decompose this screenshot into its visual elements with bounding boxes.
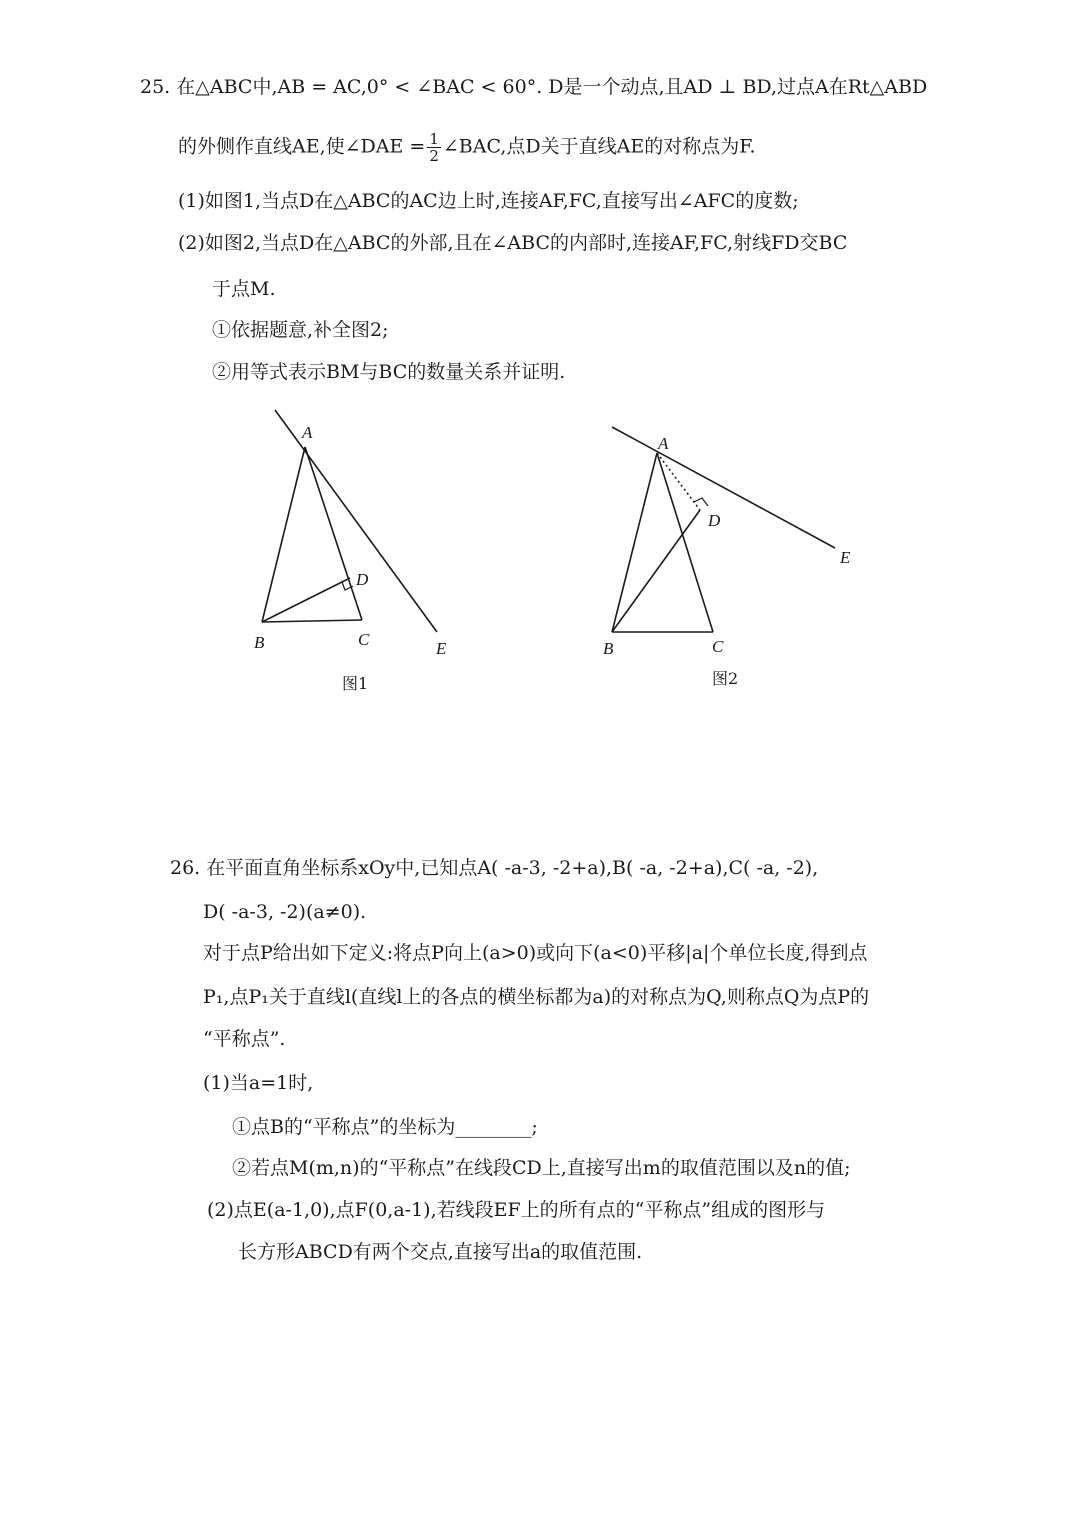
fig1-label-d: D xyxy=(356,570,369,589)
fig2-side-ab xyxy=(612,453,657,632)
fig2-right-angle-mark xyxy=(694,498,708,506)
fraction-denominator: 2 xyxy=(429,147,439,165)
fig2-label-e: E xyxy=(840,548,851,567)
q26-definition-line1: 对于点P给出如下定义:将点P向上(a>0)或向下(a<0)平移|a|个单位长度,得到点 xyxy=(203,942,868,964)
figure-1 xyxy=(262,410,437,632)
fig1-line-ae xyxy=(275,410,437,632)
q26-part2-cont: 长方形ABCD有两个交点,直接写出a的取值范围. xyxy=(238,1241,643,1263)
q25-figures xyxy=(0,0,1080,760)
q26-sub2: ②若点M(m,n)的“平称点”在线段CD上,直接写出m的取值范围以及n的值; xyxy=(232,1157,851,1179)
fig2-segment-bd xyxy=(612,510,700,632)
q25-sub1: ①依据题意,补全图2; xyxy=(212,319,389,341)
fig2-side-ac xyxy=(657,453,713,632)
fig1-label-a: A xyxy=(302,423,313,442)
q25-part2-cont: 于点M. xyxy=(212,278,276,300)
q25-stem-line2-b: ∠BAC,点D关于直线AE的对称点为F. xyxy=(442,135,756,158)
fig2-segment-ad xyxy=(657,453,700,510)
fig2-label-a: A xyxy=(658,434,669,453)
q26-part1: (1)当a=1时, xyxy=(203,1072,314,1094)
fig2-label-b: B xyxy=(603,639,614,658)
fig2-caption: 图2 xyxy=(712,669,739,688)
fig1-label-e: E xyxy=(436,639,447,658)
fig1-side-bc xyxy=(262,620,362,622)
fig2-label-d: D xyxy=(708,511,721,530)
q25-part2: (2)如图2,当点D在△ABC的外部,且在∠ABC的内部时,连接AF,FC,射线FD交BC xyxy=(178,232,848,254)
q26-definition-line3: “平称点”. xyxy=(203,1028,286,1050)
q26-sub1: ①点B的“平称点”的坐标为________; xyxy=(232,1116,538,1138)
fig1-side-ac xyxy=(305,447,362,620)
q25-part1: (1)如图1,当点D在△ABC的AC边上时,连接AF,FC,直接写出∠AFC的度数; xyxy=(178,190,799,212)
q26-stem-line2: D( -a-3, -2)(a≠0). xyxy=(203,901,367,923)
fraction-numerator: 1 xyxy=(429,130,439,148)
q26-part2: (2)点E(a-1,0),点F(0,a-1),若线段EF上的所有点的“平称点”组成的图形与 xyxy=(207,1199,826,1221)
fig1-side-ab xyxy=(262,447,305,622)
fig2-line-ae xyxy=(612,427,835,548)
q26-definition-line2: P₁,点P₁关于直线l(直线l上的各点的横坐标都为a)的对称点为Q,则称点Q为点P的 xyxy=(203,986,870,1008)
q25-stem-line2-a: 的外侧作直线AE,使∠DAE = xyxy=(178,135,426,158)
fig2-label-c: C xyxy=(712,637,724,656)
figure-2 xyxy=(612,427,835,632)
q25-sub2: ②用等式表示BM与BC的数量关系并证明. xyxy=(212,361,566,383)
fig1-caption: 图1 xyxy=(342,674,369,693)
q25-stem-line1: 25. 在△ABC中,AB = AC,0° < ∠BAC < 60°. D是一个动点,且AD ⊥ BD,过点A在Rt△ABD xyxy=(140,76,928,98)
fig1-label-b: B xyxy=(254,633,265,652)
fig1-label-c: C xyxy=(358,630,370,649)
q26-stem-line1: 26. 在平面直角坐标系xOy中,已知点A( -a-3, -2+a),B( -a, -2+a),C( -a, -2), xyxy=(170,857,819,879)
fig1-segment-bd xyxy=(262,578,350,622)
